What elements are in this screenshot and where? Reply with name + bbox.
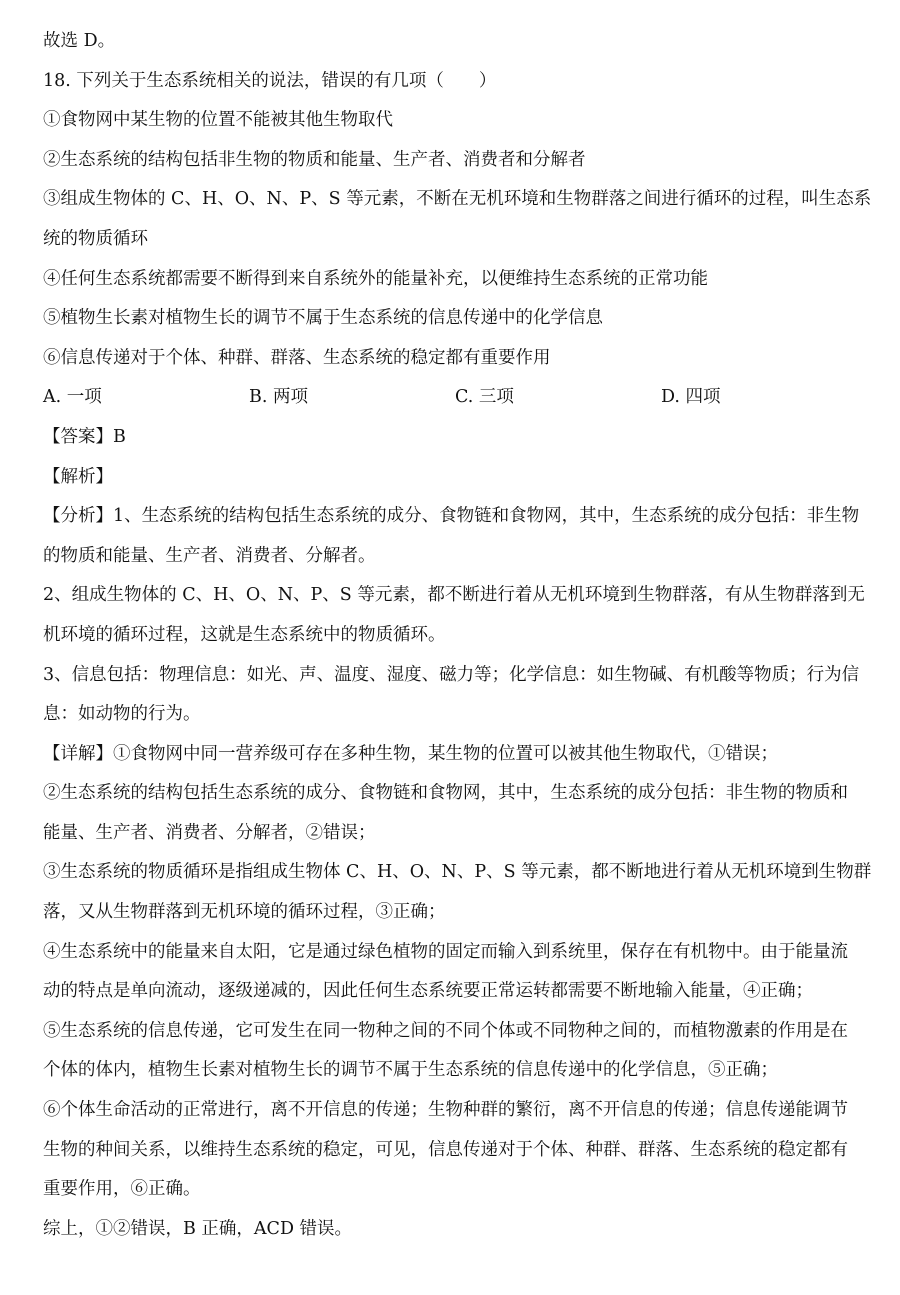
detail-6-line-1: ⑥个体生命活动的正常进行，离不开信息的传递；生物种群的繁衍，离不开信息的传递；信息传递能调节 [43, 1100, 848, 1121]
option-b: B. 两项 [249, 387, 308, 408]
detail-3-line-1: ③生态系统的物质循环是指组成生物体 C、H、O、N、P、S 等元素，都不断地进行着从无机环境到生物群 [43, 862, 872, 883]
detail-2-line-1: ②生态系统的结构包括生态系统的成分、食物链和食物网，其中，生态系统的成分包括：非生物的物质和 [43, 783, 848, 804]
statement-3-line-1: ③组成生物体的 C、H、O、N、P、S 等元素，不断在无机环境和生物群落之间进行循环的过程，叫生态系 [43, 189, 872, 210]
analysis-3-line-1: 3、信息包括：物理信息：如光、声、温度、湿度、磁力等；化学信息：如生物碱、有机酸等物质；行为信 [43, 664, 860, 685]
statement-5: ⑤植物生长素对植物生长的调节不属于生态系统的信息传递中的化学信息 [43, 308, 603, 329]
conclusion-previous: 故选 D。 [43, 31, 116, 51]
answer-options [43, 378, 873, 418]
analysis-2-line-2: 机环境的循环过程，这就是生态系统中的物质循环。 [43, 624, 446, 645]
statement-6: ⑥信息传递对于个体、种群、群落、生态系统的稳定都有重要作用 [43, 347, 551, 368]
summary: 综上，①②错误，B 正确，ACD 错误。 [43, 1218, 353, 1239]
detail-5-line-2: 个体的体内，植物生长素对植物生长的调节不属于生态系统的信息传递中的化学信息，⑤正确； [43, 1060, 778, 1081]
detail-1: 【详解】①食物网中同一营养级可存在多种生物，某生物的位置可以被其他生物取代，①错误； [43, 743, 778, 764]
analysis-3-line-2: 息：如动物的行为。 [43, 704, 201, 725]
detail-3-line-2: 落，又从生物群落到无机环境的循环过程，③正确； [43, 902, 446, 923]
option-a: A. 一项 [43, 387, 102, 408]
detail-4-line-1: ④生态系统中的能量来自太阳，它是通过绿色植物的固定而输入到系统里，保存在有机物中。由于能量流 [43, 941, 848, 962]
detail-6-line-2: 生物的种间关系，以维持生态系统的稳定，可见，信息传递对于个体、种群、群落、生态系统的稳定都有 [43, 1139, 848, 1160]
analysis-2-line-1: 2、组成生物体的 C、H、O、N、P、S 等元素，都不断进行着从无机环境到生物群落，有从生物群落到无 [43, 585, 865, 606]
detail-2-line-2: 能量、生产者、消费者、分解者，②错误； [43, 822, 376, 843]
answer: 【答案】B [43, 426, 126, 447]
statement-4: ④任何生态系统都需要不断得到来自系统外的能量补充，以便维持生态系统的正常功能 [43, 268, 708, 289]
analysis-1-line-1: 【分析】1、生态系统的结构包括生态系统的成分、食物链和食物网，其中，生态系统的成分包括：非生物 [43, 506, 860, 527]
detail-5-line-1: ⑤生态系统的信息传递，它可发生在同一物种之间的不同个体或不同物种之间的，而植物激素的作用是在 [43, 1020, 848, 1041]
statement-1: ①食物网中某生物的位置不能被其他生物取代 [43, 110, 393, 131]
option-d: D. 四项 [661, 387, 721, 408]
option-c: C. 三项 [455, 387, 514, 408]
detail-6-line-3: 重要作用，⑥正确。 [43, 1179, 201, 1200]
document-page [43, 22, 873, 1249]
detail-4-line-2: 动的特点是单向流动，逐级递减的，因此任何生态系统要正常运转都需要不断地输入能量，④正确； [43, 981, 813, 1002]
analysis-1-line-2: 的物质和能量、生产者、消费者、分解者。 [43, 545, 376, 566]
analysis-heading: 【解析】 [43, 466, 113, 487]
question-stem: 18. 下列关于生态系统相关的说法，错误的有几项（ ） [43, 70, 497, 91]
statement-3-line-2: 统的物质循环 [43, 228, 148, 249]
statement-2: ②生态系统的结构包括非生物的物质和能量、生产者、消费者和分解者 [43, 149, 586, 170]
